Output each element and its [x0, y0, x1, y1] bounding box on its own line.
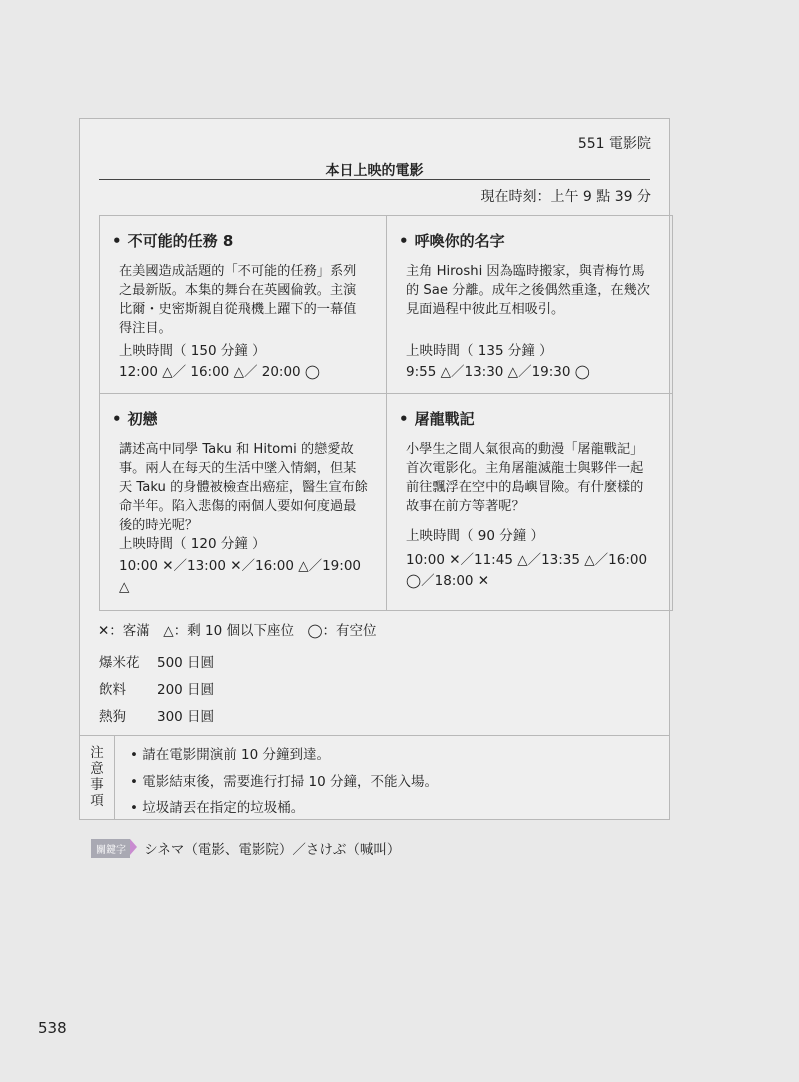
movie-card	[99, 393, 387, 611]
note-item	[130, 743, 330, 763]
movie-card	[386, 215, 673, 394]
menu-item-price: 500 日圓	[157, 655, 215, 671]
current-time: 現在時刻：上午 9 點 39 分	[480, 189, 651, 205]
movie-title-text: 屠龍戰記	[414, 410, 475, 428]
menu-item-name: 飲料	[99, 682, 126, 698]
bullet-icon: •	[130, 774, 138, 790]
page-number: 538	[38, 1019, 67, 1037]
menu-item	[99, 705, 214, 725]
movie-showtimes: 10:00 ✕／13:00 ✕／16:00 △／19:00 △	[119, 558, 361, 595]
menu-item-name: 爆米花	[99, 655, 140, 671]
seat-legend: ✕：客滿 △：剩 10 個以下座位 ◯：有空位	[98, 623, 377, 639]
bullet-icon: •	[399, 232, 409, 250]
notes-label-box	[80, 735, 115, 819]
notes-label: 注意事項	[90, 745, 104, 809]
movie-title-text: 不可能的任務 8	[127, 232, 234, 250]
keyword-text: シネマ（電影、電影院）／さけぶ（喊叫）	[144, 842, 401, 858]
menu-item-price: 200 日圓	[157, 682, 215, 698]
note-item	[130, 796, 304, 816]
keyword-line	[91, 838, 400, 858]
menu-item-name: 熱狗	[99, 709, 126, 725]
movie-runtime: 上映時間（ 90 分鐘 ）	[406, 528, 545, 544]
notice-heading: 本日上映的電影	[325, 163, 424, 179]
movie-card	[386, 393, 673, 611]
note-item	[130, 770, 438, 790]
bullet-icon: •	[399, 410, 409, 428]
movie-showtimes: 10:00 ✕／11:45 △／13:35 △／16:00 ◯／18:00 ✕	[406, 552, 648, 589]
movie-title	[399, 408, 475, 429]
note-text: 電影結束後，需要進行打掃 10 分鐘，不能入場。	[142, 774, 439, 790]
menu-item-price: 300 日圓	[157, 709, 215, 725]
movie-title-text: 初戀	[127, 410, 158, 428]
movie-title	[112, 408, 158, 429]
movie-showtimes: 9:55 △／13:30 △／19:30 ◯	[406, 364, 590, 380]
bullet-icon: •	[112, 410, 122, 428]
movie-card	[99, 215, 387, 394]
menu-item	[99, 651, 214, 671]
cinema-notice	[79, 118, 670, 820]
notes-divider	[80, 735, 669, 736]
note-text: 垃圾請丟在指定的垃圾桶。	[142, 800, 305, 816]
movie-showtimes: 12:00 △／ 16:00 △／ 20:00 ◯	[119, 364, 321, 380]
bullet-icon: •	[130, 747, 138, 763]
bullet-icon: •	[112, 232, 122, 250]
movie-title-text: 呼喚你的名字	[414, 232, 505, 250]
movie-title	[399, 230, 505, 251]
heading-rule	[99, 179, 650, 180]
note-text: 請在電影開演前 10 分鐘到達。	[142, 747, 331, 763]
movie-title	[112, 230, 233, 251]
movie-description: 在美國造成話題的「不可能的任務」系列之最新版。本集的舞台在英國倫敦。主演比爾・史密斯親自從飛機上躍下的一幕值得注目。	[119, 264, 357, 336]
menu-item	[99, 678, 214, 698]
movie-runtime: 上映時間（ 120 分鐘 ）	[119, 536, 266, 552]
movie-runtime: 上映時間（ 135 分鐘 ）	[406, 343, 553, 359]
bullet-icon: •	[130, 800, 138, 816]
keyword-badge: 關鍵字	[91, 839, 130, 858]
movie-runtime: 上映時間（ 150 分鐘 ）	[119, 343, 266, 359]
movie-grid	[100, 216, 673, 611]
cinema-name: 551 電影院	[577, 136, 651, 152]
movie-description: 主角 Hiroshi 因為臨時搬家，與青梅竹馬的 Sae 分離。成年之後偶然重逢，在幾次見面過程中彼此互相吸引。	[406, 264, 650, 317]
movie-description: 講述高中同學 Taku 和 Hitomi 的戀愛故事。兩人在每天的生活中墜入情網，但某天 Taku 的身體被檢查出癌症，醫生宣布餘命半年。陷入悲傷的兩個人要如何度過最後的時光呢？	[119, 442, 368, 533]
movie-description: 小學生之間人氣很高的動漫「屠龍戰記」首次電影化。主角屠龍滅龍士與夥伴一起前往飄浮在空中的島嶼冒險。有什麼樣的故事在前方等著呢？	[406, 442, 644, 514]
